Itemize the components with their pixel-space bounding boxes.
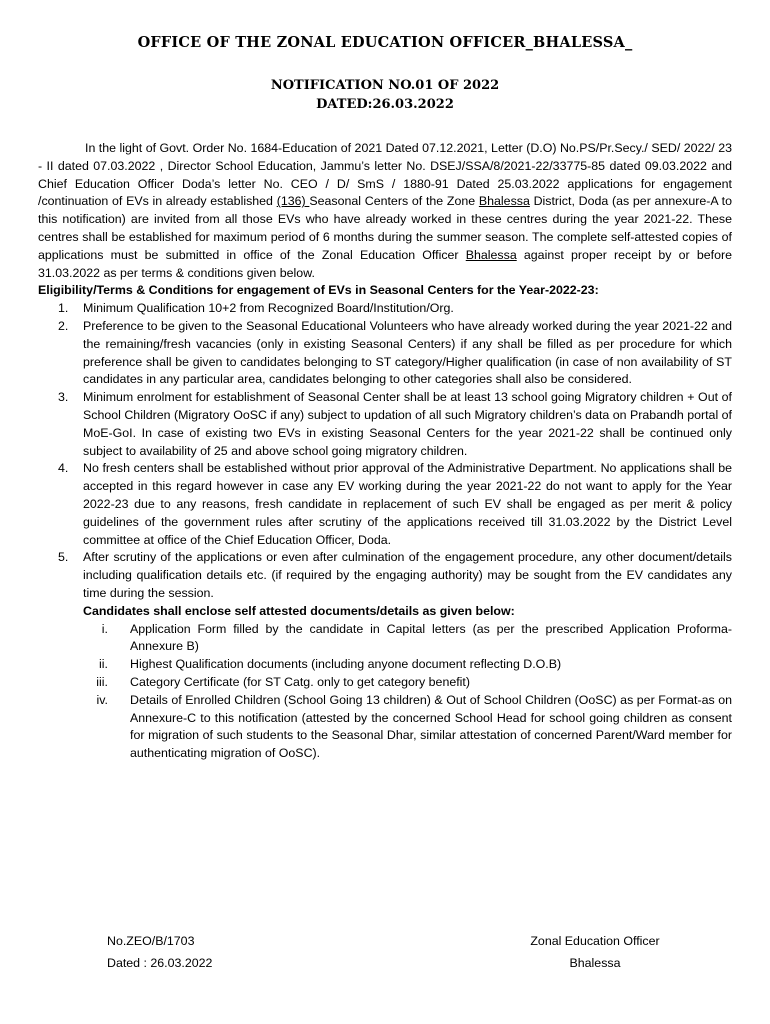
office-title: OFFICE OF THE ZONAL EDUCATION OFFICER_BHALESSA_ bbox=[137, 34, 633, 51]
item-number: 2. bbox=[58, 318, 69, 333]
documents-heading: Candidates shall enclose self attested documents/details as given below: bbox=[83, 603, 515, 618]
intro-paragraph bbox=[38, 140, 732, 282]
intro-text-4: against proper receipt by or before 31.03.2022 as per terms & conditions given below. bbox=[38, 247, 732, 280]
list-item bbox=[38, 692, 732, 763]
intro-text-1: In the light of Govt. Order No. 1684-Education of 2021 Dated 07.12.2021, Letter (D.O) No.PS/Pr.Secy./ SED/ 2022/ 23 - II dated 07.03.2022 , Director School Education, Jammu’s letter No. DSEJ/SSA/8/2021-22/33775-85 dated 09.03.2022 and Chief Education Officer Doda’s letter No. CEO / D/ SmS / 1880-91 Dated 25.03.2022 applications for engagement /continuation of EVs in already established bbox=[38, 141, 732, 209]
item-number: 3. bbox=[58, 390, 69, 405]
documents-list bbox=[38, 621, 732, 763]
item-number: i. bbox=[101, 621, 108, 636]
item-text: Highest Qualification documents (including anyone document reflecting D.O.B) bbox=[130, 657, 562, 672]
list-item bbox=[38, 656, 732, 674]
item-text: Category Certificate (for ST Catg. only to get category benefit) bbox=[130, 674, 470, 689]
list-item bbox=[38, 621, 732, 657]
terms-list bbox=[38, 300, 732, 603]
signatory-place: Bhalessa bbox=[569, 956, 621, 970]
item-text: Minimum enrolment for establishment of Seasonal Center shall be at least 13 school going Migratory children + Out of School Children (Migratory OoSC if any) subject to updation of all such Migratory children’s data on Prabandh portal of MoE-GoI. In case of existing two EVs in existing Seasonal Centers for the year 2021-22 shall be continued only subject to availability of 25 and above school going migratory children. bbox=[83, 390, 732, 458]
item-number: iv. bbox=[96, 692, 108, 707]
item-number: 1. bbox=[58, 301, 69, 316]
item-text: Preference to be given to the Seasonal Educational Volunteers who have already worked during the year 2021-22 and the remaining/fresh vacancies (only in existing Seasonal Centers) if any shall be filled as per procedure for which preference shall be given to candidates belonging to ST category/Higher qualification (in case of non availability of ST candidates in any particular area, candidates belonging to other categories shall also be considered. bbox=[83, 318, 732, 387]
notification-number: NOTIFICATION NO.01 OF 2022 bbox=[270, 78, 500, 93]
list-item bbox=[38, 389, 732, 460]
item-text: Application Form filled by the candidate in Capital letters (as per the prescribed Application Proforma-Annexure B) bbox=[130, 621, 732, 654]
item-number: ii. bbox=[99, 657, 108, 672]
eligibility-heading: Eligibility/Terms & Conditions for engagement of EVs in Seasonal Centers for the Year-2022-23: bbox=[38, 283, 599, 298]
list-item bbox=[38, 318, 732, 389]
item-text: Details of Enrolled Children (School Going 13 children) & Out of School Children (OoSC) as per Format-as on Annexure-C to this notification (attested by the concerned School Head for school going children as consent for migration of such students to the Seasonal Dhar, similar attestation of concerned Parent/Ward member for authenticating migration of OoSC). bbox=[130, 692, 732, 761]
list-item bbox=[38, 300, 732, 318]
reference-number: No.ZEO/B/1703 bbox=[107, 934, 195, 948]
zone-name: Bhalessa bbox=[478, 194, 530, 209]
item-number: iii. bbox=[96, 674, 108, 689]
zone-name-2: Bhalessa bbox=[465, 247, 517, 262]
intro-text-3: District, Doda (as per annexure-A to this notification) are invited from all those EVs who have already worked in these centres during the year 2021-22. These centres shall be established for maximum period of 6 months during the summer season. The complete self-attested copies of applications must be submitted in office of the Zonal Education Officer bbox=[38, 194, 732, 262]
notification-body bbox=[38, 140, 732, 763]
list-item bbox=[38, 549, 732, 602]
list-item bbox=[38, 460, 732, 549]
centres-count: (136) bbox=[276, 194, 310, 209]
reference-date: Dated : 26.03.2022 bbox=[107, 956, 213, 970]
item-text: No fresh centers shall be established without prior approval of the Administrative Department. No applications shall be accepted in this regard however in case any EV working during the year 2021-22 do not want to apply for the Year 2022-23 due to any reasons, fresh candidate in replacement of such EV shall be engaged as per merit & policy guidelines of the government rules after scrutiny of the applications received till 31.03.2022 by the District Level committee at office of the Chief Education Officer, Doda. bbox=[83, 461, 732, 547]
item-text: Minimum Qualification 10+2 from Recognized Board/Institution/Org. bbox=[83, 301, 454, 316]
notification-date: DATED:26.03.2022 bbox=[316, 97, 454, 112]
item-number: 4. bbox=[58, 461, 69, 476]
list-item bbox=[38, 674, 732, 692]
signatory-title: Zonal Education Officer bbox=[530, 934, 660, 948]
intro-text-2: Seasonal Centers of the Zone bbox=[309, 194, 479, 209]
item-number: 5. bbox=[58, 550, 69, 565]
item-text: After scrutiny of the applications or even after culmination of the engagement procedure, any other document/details including qualification details etc. (if required by the engaging authority) may be sought from the EV candidates any time during the session. bbox=[83, 550, 732, 600]
